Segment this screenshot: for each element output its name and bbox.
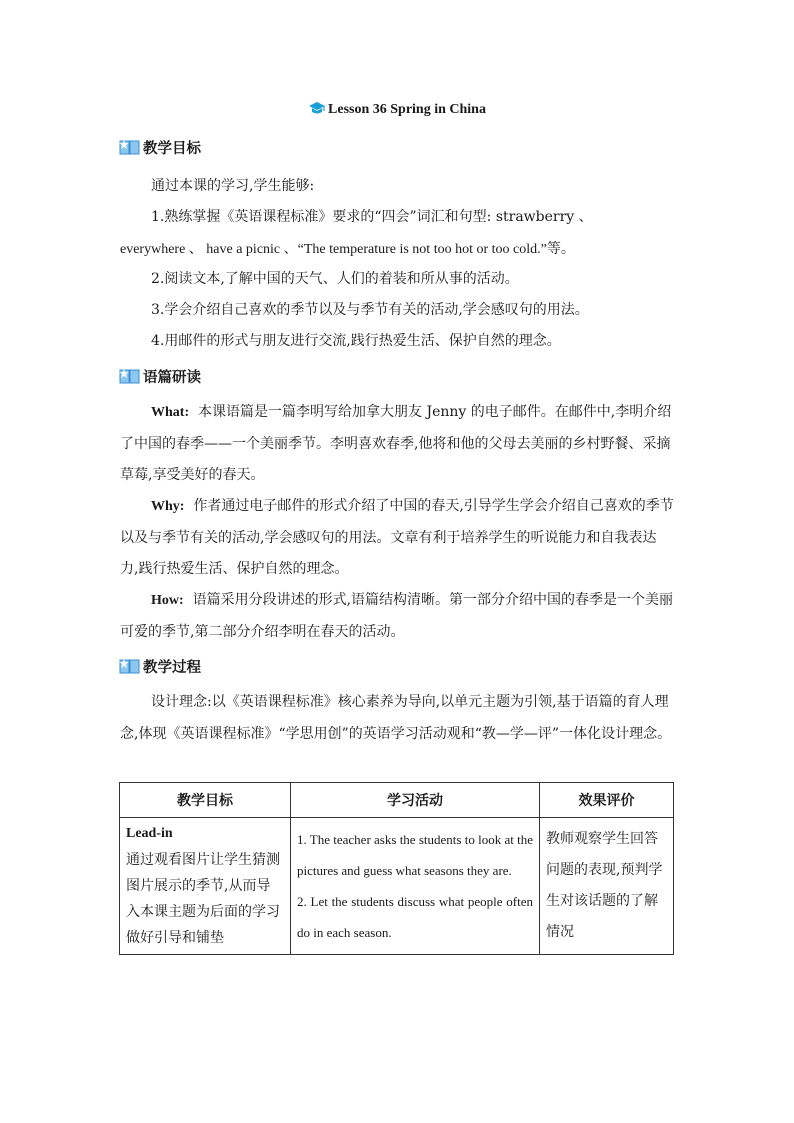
goal-item-1-line2: everywhere 、 have a picnic 、“The temperature is not too hot or too cold.”等。 bbox=[120, 242, 575, 257]
goal-item-4: 4.用邮件的形式与朋友进行交流,践行热爱生活、保护自然的理念。 bbox=[151, 333, 561, 349]
book-icon bbox=[119, 367, 141, 385]
activity-cell bbox=[291, 818, 540, 955]
section-heading-analysis bbox=[119, 367, 201, 389]
goal-text: 通过观看图片让学生猜测图片展示的季节,从而导入本课主题为后面的学习做好引导和铺垫 bbox=[126, 852, 280, 946]
what-label: What: bbox=[151, 405, 190, 420]
activity-2: 2. Let the students discuss what people often do in each season. bbox=[297, 894, 533, 940]
goal-cell bbox=[120, 818, 291, 955]
how-paragraph bbox=[120, 585, 674, 648]
why-text: 作者通过电子邮件的形式介绍了中国的春天,引导学生学会介绍自己喜欢的季节以及与季节有关的活动,学会感叹句的用法。文章有利于培养学生的听说能力和自我表达力,践行热爱生活、保护自然的理念。 bbox=[120, 498, 674, 577]
evaluation-cell: 教师观察学生回答问题的表现,预判学生对该话题的了解情况 bbox=[540, 818, 674, 955]
activity-1: 1. The teacher asks the students to look at the pictures and guess what seasons they are. bbox=[297, 832, 533, 878]
what-paragraph bbox=[120, 397, 674, 492]
graduation-cap-icon bbox=[308, 101, 326, 120]
page-title bbox=[0, 101, 794, 120]
book-icon bbox=[119, 138, 141, 156]
how-text: 语篇采用分段讲述的形式,语篇结构清晰。第一部分介绍中国的春季是一个美丽可爱的季节,第二部分介绍李明在春天的活动。 bbox=[120, 592, 674, 640]
why-paragraph bbox=[120, 491, 674, 586]
section-heading-goals bbox=[119, 138, 201, 160]
section-heading-text: 教学目标 bbox=[143, 140, 201, 157]
header-goal: 教学目标 bbox=[120, 783, 291, 818]
goals-intro: 通过本课的学习,学生能够: bbox=[151, 178, 315, 194]
lesson-plan-table bbox=[119, 782, 674, 955]
goal-item-3: 3.学会介绍自己喜欢的季节以及与季节有关的活动,学会感叹句的用法。 bbox=[151, 302, 589, 318]
how-label: How: bbox=[151, 593, 184, 608]
header-activity: 学习活动 bbox=[291, 783, 540, 818]
book-icon bbox=[119, 657, 141, 675]
lesson-title-text: Lesson 36 Spring in China bbox=[328, 102, 486, 117]
table-header-row bbox=[120, 783, 674, 818]
table-row bbox=[120, 818, 674, 955]
section-heading-text: 语篇研读 bbox=[143, 369, 201, 386]
why-label: Why: bbox=[151, 499, 185, 514]
goal-item-1-line1: 1.熟练掌握《英语课程标准》要求的“四会”词汇和句型: strawberry 、 bbox=[151, 209, 593, 225]
section-heading-text: 教学过程 bbox=[143, 659, 201, 676]
section-heading-process bbox=[119, 657, 201, 679]
what-text: 本课语篇是一篇李明写给加拿大朋友 Jenny 的电子邮件。在邮件中,李明介绍了中国的春季——一个美丽季节。李明喜欢春季,他将和他的父母去美丽的乡村野餐、采摘草莓,享受美好的春天。 bbox=[120, 404, 672, 483]
design-philosophy: 设计理念:以《英语课程标准》核心素养为导向,以单元主题为引领,基于语篇的育人理念,体现《英语课程标准》“学思用创”的英语学习活动观和“教—学—评”一体化设计理念。 bbox=[120, 694, 672, 742]
goal-item-2: 2.阅读文本,了解中国的天气、人们的着装和所从事的活动。 bbox=[151, 271, 519, 287]
stage-label: Lead-in bbox=[126, 826, 173, 841]
header-evaluation: 效果评价 bbox=[540, 783, 674, 818]
